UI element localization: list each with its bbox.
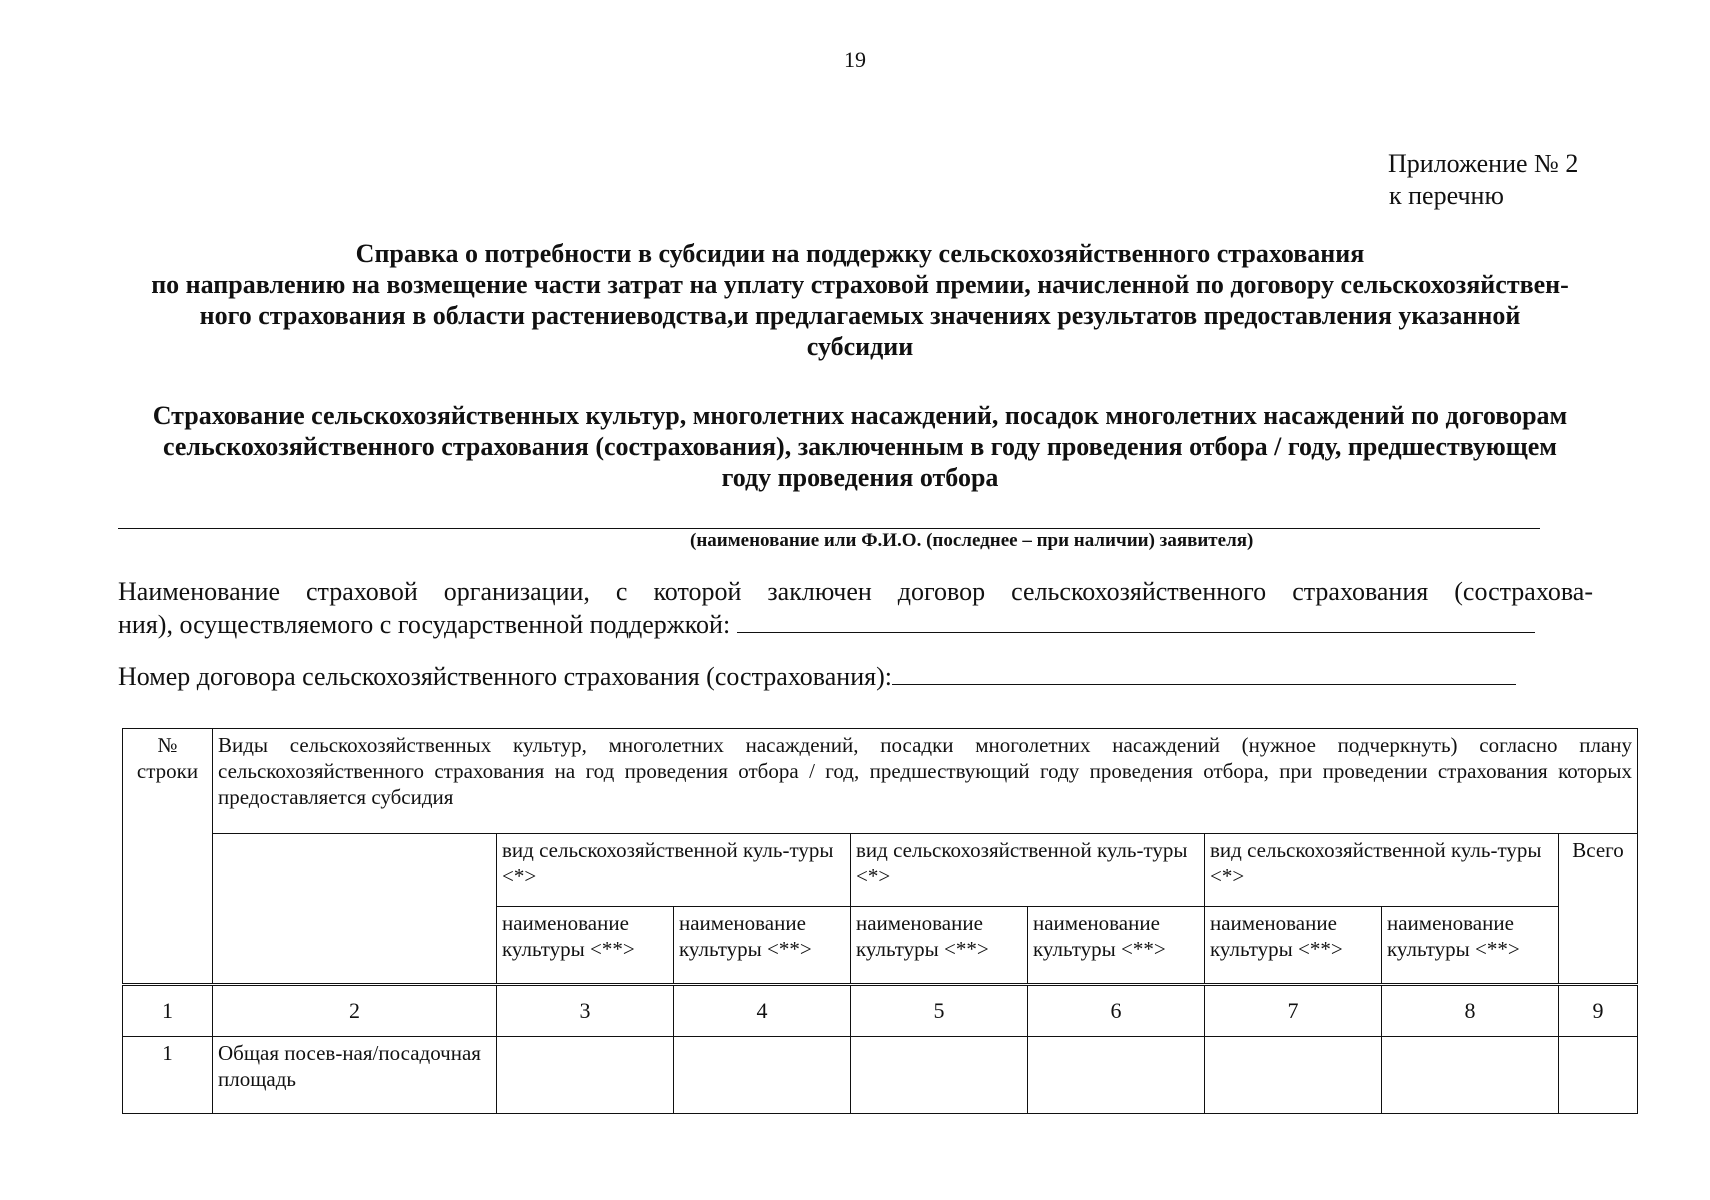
row-number-header: № строки xyxy=(123,729,213,985)
insurer-label-line1: Наименование страховой организации, с которой заключен договор сельскохозяйственного страхования (сострахова- xyxy=(118,577,1593,606)
column-number: 5 xyxy=(851,985,1028,1037)
column-number: 6 xyxy=(1028,985,1205,1037)
data-cell[interactable] xyxy=(851,1037,1028,1114)
column-number: 7 xyxy=(1205,985,1382,1037)
appendix-line2: к перечню xyxy=(1389,181,1504,210)
crop-name-header-1: наименование культуры <**> xyxy=(497,907,674,985)
applicant-name-field[interactable] xyxy=(118,528,1540,529)
data-cell[interactable] xyxy=(1382,1037,1559,1114)
title-line2: по направлению на возмещение части затрат на уплату страховой премии, начисленной по договору сельскохозяйствен- xyxy=(151,270,1569,299)
column-number: 9 xyxy=(1559,985,1638,1037)
row-label: Общая посев-ная/посадочная площадь xyxy=(213,1037,497,1114)
page-number: 19 xyxy=(844,47,866,72)
insurer-label-line2-wrap xyxy=(118,608,1593,641)
table-row xyxy=(123,1037,1638,1114)
contract-block xyxy=(118,660,1516,692)
title-line1: Справка о потребности в субсидии на поддержку сельскохозяйственного страхования xyxy=(355,239,1365,268)
title-line3: ного страхования в области растениеводства,и предлагаемых значениях результатов предоставления указанной xyxy=(199,301,1521,330)
empty-header-cell xyxy=(213,834,497,985)
crop-type-header-3: вид сельскохозяйственной куль-туры <*> xyxy=(1205,834,1559,907)
subtitle-line1: Страхование сельскохозяйственных культур, многолетних насаждений, посадок многолетних насаждений по договорам xyxy=(152,401,1568,430)
column-number: 1 xyxy=(123,985,213,1037)
data-cell[interactable] xyxy=(674,1037,851,1114)
appendix-label xyxy=(1388,148,1578,212)
crop-name-header-4: наименование культуры <**> xyxy=(1028,907,1205,985)
column-number: 4 xyxy=(674,985,851,1037)
subtitle-line3: году проведения отбора xyxy=(721,463,999,492)
column-number: 2 xyxy=(213,985,497,1037)
crop-name-header-2: наименование культуры <**> xyxy=(674,907,851,985)
subsidy-table xyxy=(122,728,1638,1114)
data-cell[interactable] xyxy=(497,1037,674,1114)
crop-name-header-3: наименование культуры <**> xyxy=(851,907,1028,985)
subtitle-line2: сельскохозяйственного страхования (сострахования), заключенным в году проведения отбора / году, предшествующем xyxy=(163,432,1557,461)
contract-number-field[interactable] xyxy=(892,660,1516,685)
document-subtitle xyxy=(110,400,1610,493)
column-number-row xyxy=(123,985,1638,1037)
crop-type-header-2: вид сельскохозяйственной куль-туры <*> xyxy=(851,834,1205,907)
total-header: Всего xyxy=(1559,834,1638,985)
row-number: 1 xyxy=(123,1037,213,1114)
data-cell[interactable] xyxy=(1559,1037,1638,1114)
insurer-name-field[interactable] xyxy=(737,608,1535,633)
insurer-block xyxy=(118,575,1593,641)
insurer-label-line2: ния), осуществляемого с государственной поддержкой: xyxy=(118,610,731,639)
crop-type-header-1: вид сельскохозяйственной куль-туры <*> xyxy=(497,834,851,907)
column-number: 8 xyxy=(1382,985,1559,1037)
data-cell[interactable] xyxy=(1028,1037,1205,1114)
contract-label: Номер договора сельскохозяйственного страхования (сострахования): xyxy=(118,662,892,691)
document-title xyxy=(110,238,1610,362)
appendix-line1: Приложение № 2 xyxy=(1388,149,1579,178)
data-cell[interactable] xyxy=(1205,1037,1382,1114)
title-line4: субсидии xyxy=(806,332,914,361)
crop-types-header: Виды сельскохозяйственных культур, многолетних насаждений, посадки многолетних насаждений (нужное подчеркнуть) согласно плану сельскохозяйственного страхования на год проведения отбора / год, предшествующий году проведения отбора, при проведении страхования которых предоставляется субсидия xyxy=(213,729,1638,834)
applicant-caption: (наименование или Ф.И.О. (последнее – при наличии) заявителя) xyxy=(690,530,1254,551)
crop-name-header-5: наименование культуры <**> xyxy=(1205,907,1382,985)
column-number: 3 xyxy=(497,985,674,1037)
crop-name-header-6: наименование культуры <**> xyxy=(1382,907,1559,985)
